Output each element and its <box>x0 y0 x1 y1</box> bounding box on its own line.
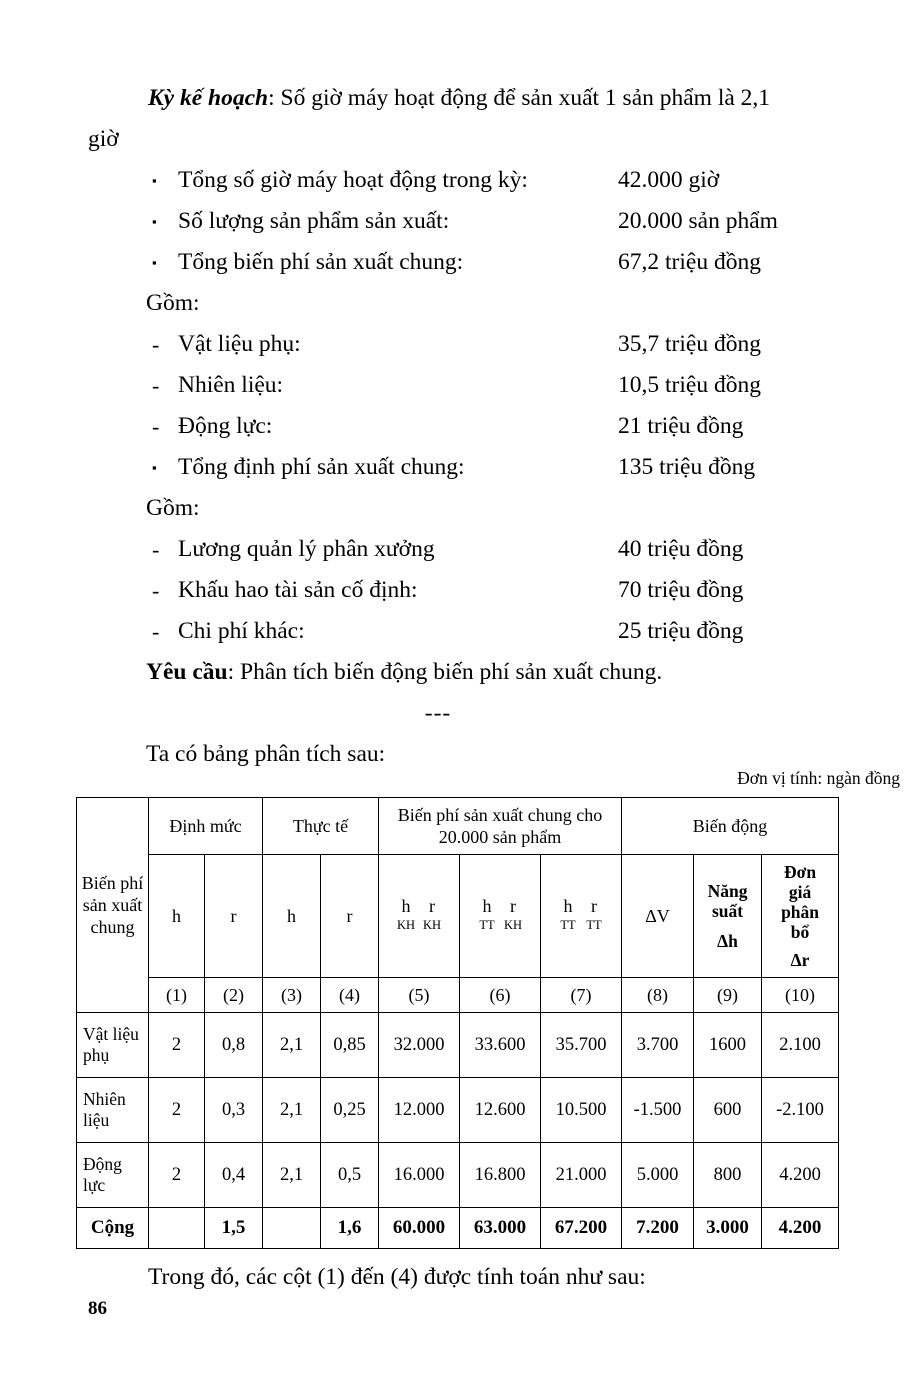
table-cell: 600 <box>694 1078 762 1143</box>
symbol-r: r <box>510 896 517 916</box>
group-header-bien-dong: Biến động <box>622 798 839 855</box>
table-cell: 2,1 <box>263 1143 321 1208</box>
list-item-value: 20.000 sản phẩm <box>618 208 778 234</box>
column-number: (10) <box>762 978 839 1013</box>
dash-bullet-icon: - <box>152 414 160 439</box>
closing-paragraph: Trong đó, các cột (1) đến (4) được tính toán như sau: <box>148 1264 646 1290</box>
variance-analysis-table <box>76 797 839 1249</box>
unit-note: Đơn vị tính: ngàn đồng <box>737 768 900 788</box>
sub-header-h-dm: h <box>149 855 205 978</box>
sub-header-don-gia-phan-bo <box>762 855 839 978</box>
list-item-value: 25 triệu đồng <box>618 618 744 644</box>
intro-paragraph <box>88 78 868 119</box>
column-number: (1) <box>149 978 205 1013</box>
list-item-label: Vật liệu phụ: <box>178 331 301 357</box>
table-stub-header: Biến phí sản xuất chung <box>77 798 149 1013</box>
list-item-label: Tổng định phí sản xuất chung: <box>178 454 465 480</box>
column-number: (7) <box>541 978 622 1013</box>
symbol-stack <box>393 898 445 934</box>
list-item-label: Số lượng sản phẩm sản xuất: <box>178 208 450 234</box>
subscript-h: TT <box>479 918 495 932</box>
list-item <box>88 324 868 365</box>
table-cell: 16.000 <box>379 1143 460 1208</box>
list-item-label: Chi phí khác: <box>178 618 305 644</box>
stack-line: bổ <box>790 922 810 942</box>
table-intro-line: Ta có bảng phân tích sau: <box>146 741 386 767</box>
table-cell: 2,1 <box>263 1078 321 1143</box>
list-item-label: Tổng biến phí sản xuất chung: <box>178 249 464 275</box>
table-cell: 2 <box>149 1143 205 1208</box>
table-column-number-row <box>77 978 839 1013</box>
table-cell: 0,3 <box>205 1078 263 1143</box>
list-item <box>88 365 868 406</box>
sub-header-r-tt: r <box>321 855 379 978</box>
requirement-label: Yêu cầu <box>146 659 228 685</box>
table-cell: 2,1 <box>263 1013 321 1078</box>
square-bullet-icon: ▪ <box>152 214 157 229</box>
square-bullet-icon: ▪ <box>152 255 157 270</box>
total-cell: 7.200 <box>622 1208 694 1249</box>
list-item-value: 21 triệu đồng <box>618 413 744 439</box>
table-cell: 12.000 <box>379 1078 460 1143</box>
table-cell: 0,85 <box>321 1013 379 1078</box>
table-cell: 1600 <box>694 1013 762 1078</box>
list-item-value: 67,2 triệu đồng <box>618 249 761 275</box>
table-cell: 5.000 <box>622 1143 694 1208</box>
symbol-h: h <box>482 896 492 916</box>
stack-line: suất <box>711 901 744 921</box>
symbol-line <box>474 898 526 915</box>
stack-line: Δh <box>717 931 738 951</box>
table-cell: 4.200 <box>762 1143 839 1208</box>
list-item <box>88 611 868 652</box>
dash-bullet-icon: - <box>152 373 160 398</box>
total-row-label: Cộng <box>77 1208 149 1249</box>
stack-line: phân <box>781 902 820 922</box>
list-item-label: Khấu hao tài sản cố định: <box>178 577 418 603</box>
symbol-r: r <box>591 896 598 916</box>
stack-line: giá <box>788 882 812 902</box>
sub-header-r-dm: r <box>205 855 263 978</box>
total-cell <box>263 1208 321 1249</box>
table-row <box>77 1078 839 1143</box>
intro-lead-text: : Số giờ máy hoạt động để sản xuất 1 sản phẩm là 2,1 <box>268 85 771 111</box>
stack-line: Đơn <box>784 862 817 882</box>
symbol-h: h <box>401 896 411 916</box>
row-label: Nhiên liệu <box>77 1078 149 1143</box>
table-cell: 21.000 <box>541 1143 622 1208</box>
symbol-r: r <box>429 896 436 916</box>
table-cell: 10.500 <box>541 1078 622 1143</box>
requirement-line <box>88 652 868 693</box>
list-item-value: 135 triệu đồng <box>618 454 756 480</box>
list-item <box>88 242 868 283</box>
total-cell: 67.200 <box>541 1208 622 1249</box>
table-cell: 2.100 <box>762 1013 839 1078</box>
subscript-line <box>393 915 445 934</box>
sub-header-hkh-rkh <box>379 855 460 978</box>
column-number: (5) <box>379 978 460 1013</box>
list-item-value: 35,7 triệu đồng <box>618 331 761 357</box>
sub-header-htt-rkh <box>460 855 541 978</box>
table-cell: 0,8 <box>205 1013 263 1078</box>
symbol-stack <box>474 898 526 934</box>
dash-bullet-icon: - <box>152 578 160 603</box>
dash-bullet-icon: - <box>152 537 160 562</box>
dash-bullet-icon: - <box>152 619 160 644</box>
sub-header-htt-rtt <box>541 855 622 978</box>
column-number: (2) <box>205 978 263 1013</box>
total-cell: 4.200 <box>762 1208 839 1249</box>
stack-line: Δr <box>790 950 810 970</box>
list-item-label: Nhiên liệu: <box>178 372 284 398</box>
table-total-row <box>77 1208 839 1249</box>
table-sub-header-row <box>77 855 839 978</box>
table-cell: 0,5 <box>321 1143 379 1208</box>
symbol-line <box>555 898 607 915</box>
sub-header-h-tt: h <box>263 855 321 978</box>
symbol-line <box>393 898 445 915</box>
sub-header-nang-suat <box>694 855 762 978</box>
group-header-dinh-muc: Định mức <box>149 798 263 855</box>
symbol-stack <box>555 898 607 934</box>
column-number: (4) <box>321 978 379 1013</box>
square-bullet-icon: ▪ <box>152 460 157 475</box>
page-number: 86 <box>88 1298 107 1319</box>
subscript-r: TT <box>586 918 602 932</box>
stack-line: Năng <box>707 881 748 901</box>
list-item-value: 10,5 triệu đồng <box>618 372 761 398</box>
subscript-r: KH <box>503 918 523 932</box>
table-cell: -1.500 <box>622 1078 694 1143</box>
intro-continuation: giờ <box>88 126 119 152</box>
total-cell: 63.000 <box>460 1208 541 1249</box>
table-cell: 2 <box>149 1013 205 1078</box>
row-label: Động lực <box>77 1143 149 1208</box>
requirement-text: : Phân tích biến động biến phí sản xuất chung. <box>227 659 663 685</box>
table-row <box>77 1013 839 1078</box>
list-item-value: 40 triệu đồng <box>618 536 744 562</box>
table-row <box>77 1143 839 1208</box>
list-item <box>88 570 868 611</box>
list-item-label: Tổng số giờ máy hoạt động trong kỳ: <box>178 167 528 193</box>
table-cell: 33.600 <box>460 1013 541 1078</box>
gom-label: Gồm: <box>146 495 200 521</box>
table-cell: 32.000 <box>379 1013 460 1078</box>
table-cell: 0,4 <box>205 1143 263 1208</box>
table-cell: 16.800 <box>460 1143 541 1208</box>
column-number: (6) <box>460 978 541 1013</box>
total-cell: 1,6 <box>321 1208 379 1249</box>
subscript-h: KH <box>396 918 416 932</box>
list-item-label: Lương quản lý phân xưởng <box>178 536 435 562</box>
subscript-line <box>474 915 526 934</box>
column-number: (8) <box>622 978 694 1013</box>
list-item-value: 42.000 giờ <box>618 167 720 193</box>
table-cell: 35.700 <box>541 1013 622 1078</box>
list-item <box>88 160 868 201</box>
table-cell: 3.700 <box>622 1013 694 1078</box>
list-item <box>88 201 868 242</box>
subscript-h: TT <box>560 918 576 932</box>
square-bullet-icon: ▪ <box>152 173 157 188</box>
group-header-bien-phi: Biến phí sản xuất chung cho 20.000 sản phẩm <box>379 798 622 855</box>
table-cell: 12.600 <box>460 1078 541 1143</box>
list-item <box>88 529 868 570</box>
list-item-label: Động lực: <box>178 413 273 439</box>
table-cell: 2 <box>149 1078 205 1143</box>
column-number: (9) <box>694 978 762 1013</box>
list-item <box>88 406 868 447</box>
total-cell <box>149 1208 205 1249</box>
document-body <box>88 78 868 775</box>
subscript-line <box>555 915 607 934</box>
subscript-r: KH <box>422 918 442 932</box>
section-separator: --- <box>424 700 452 726</box>
row-label: Vật liệu phụ <box>77 1013 149 1078</box>
total-cell: 3.000 <box>694 1208 762 1249</box>
table-cell: 0,25 <box>321 1078 379 1143</box>
table-cell: 800 <box>694 1143 762 1208</box>
group-header-thuc-te: Thực tế <box>263 798 379 855</box>
table-cell: -2.100 <box>762 1078 839 1143</box>
column-number: (3) <box>263 978 321 1013</box>
dash-bullet-icon: - <box>152 332 160 357</box>
sub-header-delta-v: ΔV <box>622 855 694 978</box>
intro-lead-label: Kỳ kế hoạch <box>148 85 269 111</box>
total-cell: 1,5 <box>205 1208 263 1249</box>
table-group-header-row <box>77 798 839 855</box>
list-item-value: 70 triệu đồng <box>618 577 744 603</box>
total-cell: 60.000 <box>379 1208 460 1249</box>
gom-label: Gồm: <box>146 290 200 316</box>
symbol-h: h <box>563 896 573 916</box>
list-item <box>88 447 868 488</box>
